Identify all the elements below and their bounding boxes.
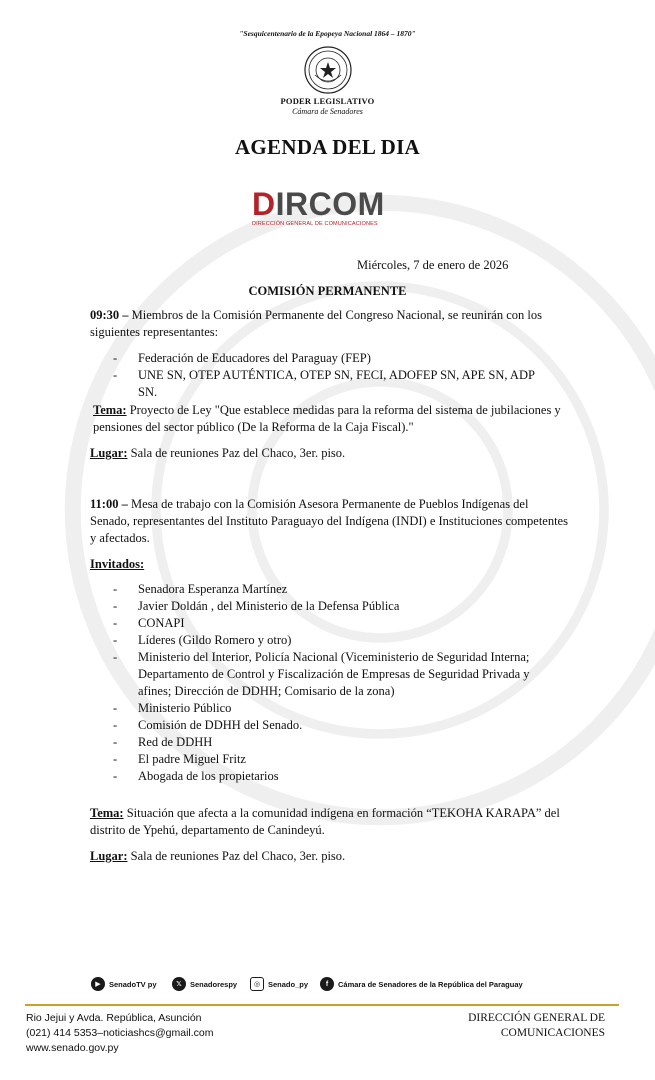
page-title: AGENDA DEL DIA xyxy=(234,135,421,159)
institution-name: PODER LEGISLATIVO xyxy=(280,96,375,106)
dircom-logo xyxy=(252,186,385,222)
logo-letter-d: D xyxy=(252,186,276,222)
social-facebook[interactable]: f Cámara de Senadores de la República del Paraguay xyxy=(320,977,523,991)
social-bar xyxy=(0,977,655,999)
instagram-icon: ◎ xyxy=(250,977,264,991)
list-item: - Ministerio del Interior, Policía Nacional (Viceministerio de Seguridad Interna; Departamento de Control y Fiscalización de Empresas de Seguridad Privada y afines; Dirección de DDHH; Comisario de la zona) xyxy=(113,649,553,700)
social-youtube[interactable]: ▶ SenadoTV py xyxy=(91,977,157,991)
footer-divider xyxy=(25,1004,619,1006)
social-x[interactable]: 𝕏 Senadorespy xyxy=(172,977,237,991)
event-1-lugar: Lugar: Sala de reuniones Paz del Chaco, 3er. piso. xyxy=(90,446,346,460)
event-1-time: 09:30 – xyxy=(90,308,129,322)
chamber-name: Cámara de Senadores xyxy=(292,107,363,116)
contact-line: (021) 414 5353–noticiashcs@gmail.com xyxy=(26,1027,214,1039)
event-1-tema: Tema: Proyecto de Ley "Que establece medidas para la reforma del sistema de jubilaciones y pensiones del sector público (De la Reforma de la Caja Fiscal)." xyxy=(93,403,561,434)
event-1-list xyxy=(113,350,553,401)
footer-department: DIRECCIÓN GENERAL DE COMUNICACIONES xyxy=(468,1012,605,1039)
facebook-icon: f xyxy=(320,977,334,991)
website-link[interactable]: www.senado.gov.py xyxy=(26,1042,119,1054)
list-item: - UNE SN, OTEP AUTÉNTICA, OTEP SN, FECI, ADOFEP SN, APE SN, ADP SN. xyxy=(113,367,553,401)
youtube-icon: ▶ xyxy=(91,977,105,991)
list-item: - Comisión de DDHH del Senado. xyxy=(113,717,553,734)
list-item: - Ministerio Público xyxy=(113,700,553,717)
list-item: - Líderes (Gildo Romero y otro) xyxy=(113,632,553,649)
agenda-date: Miércoles, 7 de enero de 2026 xyxy=(357,258,509,272)
list-item: - Senadora Esperanza Martínez xyxy=(113,581,553,598)
logo-subtitle: DIRECCIÓN GENERAL DE COMUNICACIONES xyxy=(252,221,378,227)
list-item: - Javier Doldán , del Ministerio de la Defensa Pública xyxy=(113,598,553,615)
event-2-tema: Tema: Situación que afecta a la comunidad indígena en formación “TEKOHA KARAPA” del distrito de Ypehú, departamento de Canindeyú. xyxy=(90,806,560,837)
logo-wordmark-rest: IRCOM xyxy=(275,186,385,222)
invitados-heading: Invitados: xyxy=(90,557,145,571)
motto: "Sesquicentenario de la Epopeya Nacional 1864 – 1870" xyxy=(239,29,416,38)
list-item: - Federación de Educadores del Paraguay (FEP) xyxy=(113,350,553,367)
list-item: - Abogada de los propietarios xyxy=(113,768,553,785)
event-2-description: 11:00 – Mesa de trabajo con la Comisión Asesora Permanente de Pueblos Indígenas del Senado, representantes del Instituto Paraguayo del Indígena (INDI) e Instituciones competentes y afectados. xyxy=(90,497,568,545)
event-2-time: 11:00 – xyxy=(90,497,128,511)
invitados-list xyxy=(113,581,553,785)
event-1-description: 09:30 – Miembros de la Comisión Permanente del Congreso Nacional, se reunirán con los siguientes representantes: xyxy=(90,308,542,339)
list-item: - El padre Miguel Fritz xyxy=(113,751,553,768)
x-icon: 𝕏 xyxy=(172,977,186,991)
footer-address: Rio Jejui y Avda. República, Asunción (021) 414 5353–noticiashcs@gmail.com www.senado.gov.py xyxy=(26,1012,214,1054)
section-title: COMISIÓN PERMANENTE xyxy=(248,284,407,298)
national-seal-icon xyxy=(303,45,353,95)
list-item: - CONAPI xyxy=(113,615,553,632)
event-2-lugar: Lugar: Sala de reuniones Paz del Chaco, 3er. piso. xyxy=(90,849,346,863)
list-item: - Red de DDHH xyxy=(113,734,553,751)
social-instagram[interactable]: ◎ Senado_py xyxy=(250,977,308,991)
